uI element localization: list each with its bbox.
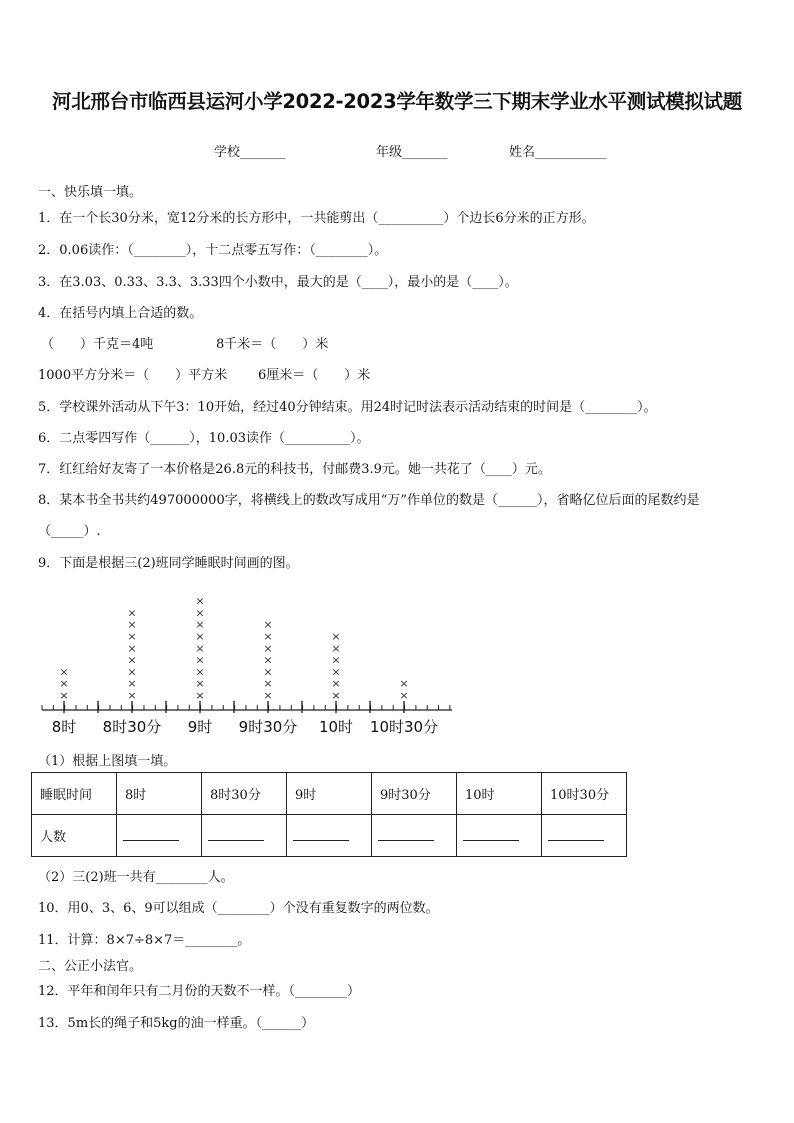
question-10: 10．用0、3、6、9可以组成（________）个没有重复数字的两位数。 [38, 901, 439, 916]
table-answer-cell[interactable] [117, 815, 202, 857]
table-header-cell: 8时30分 [202, 773, 287, 815]
dot-plot-mark: × [399, 677, 409, 691]
section-2-heading: 二、公正小法官。 [38, 959, 143, 974]
table-header-cell: 9时30分 [372, 773, 457, 815]
answer-blank [378, 826, 434, 841]
question-6: 6．二点零四写作（______），10.03读作（__________）。 [38, 431, 370, 446]
dot-plot-mark: × [127, 618, 137, 632]
page-title: 河北邢台市临西县运河小学2022-2023学年数学三下期末学业水平测试模拟试题 [52, 90, 742, 113]
table-row [32, 773, 627, 815]
question-4-item-1: （ ）千克＝4吨 [41, 337, 154, 352]
answer-blank [548, 826, 604, 841]
dot-plot-mark: × [59, 677, 69, 691]
question-4: 4．在括号内填上合适的数。 [38, 306, 203, 321]
dot-plot-mark: × [263, 630, 273, 643]
dot-plot-mark: × [331, 665, 341, 679]
question-8-continued: （_____）. [38, 524, 101, 539]
table-header-cell: 10时 [457, 773, 542, 815]
axis-tick-label: 8时30分 [102, 718, 162, 736]
table-answer-cell[interactable] [457, 815, 542, 857]
dot-plot-mark: × [127, 641, 137, 655]
answer-blank [293, 826, 349, 841]
table-answer-cell[interactable] [202, 815, 287, 857]
dot-plot-mark: × [195, 677, 205, 691]
school-field: 学校_______ [214, 145, 286, 160]
table-header-cell: 睡眠时间 [32, 773, 117, 815]
table-row-label: 人数 [32, 815, 117, 857]
dot-plot-mark: × [263, 689, 273, 702]
question-1: 1．在一个长30分米，宽12分米的长方形中，一共能剪出（__________）个边长6分米的正方形。 [38, 211, 595, 226]
answer-blank [123, 826, 179, 841]
dot-plot-mark: × [59, 665, 69, 679]
name-field: 姓名___________ [509, 145, 607, 160]
dot-plot-mark: × [195, 665, 205, 679]
table-answer-cell[interactable] [372, 815, 457, 857]
question-3: 3．在3.03、0.33、3.3、3.33四个小数中，最大的是（____），最小的是（____）。 [38, 275, 518, 290]
dot-plot-mark: × [263, 653, 273, 667]
table-header-cell: 10时30分 [542, 773, 627, 815]
section-1-heading: 一、快乐填一填。 [38, 185, 143, 200]
sleep-time-dot-plot [0, 578, 794, 738]
dot-plot-mark: × [263, 677, 273, 691]
dot-plot-mark: × [195, 641, 205, 655]
question-8: 8．某本书全书共约497000000字，将横线上的数改写成用“万”作单位的数是（______），省略亿位后面的尾数约是 [38, 493, 700, 508]
dot-plot-mark: × [195, 618, 205, 632]
question-9-part-2: （2）三(2)班一共有________人。 [38, 870, 234, 885]
question-9: 9．下面是根据三(2)班同学睡眠时间画的图。 [38, 556, 299, 571]
dot-plot-mark: × [127, 653, 137, 667]
question-7: 7．红红给好友寄了一本价格是26.8元的科技书，付邮费3.9元。她一共花了（____）元。 [38, 462, 551, 477]
dot-plot-mark: × [195, 594, 205, 608]
table-row [32, 815, 627, 857]
dot-plot-mark: × [127, 689, 137, 702]
table-answer-cell[interactable] [542, 815, 627, 857]
dot-plot-mark: × [59, 689, 69, 702]
axis-tick-label: 9时30分 [238, 718, 298, 736]
dot-plot-mark: × [127, 677, 137, 691]
dot-plot-mark: × [195, 653, 205, 667]
dot-plot-mark: × [195, 630, 205, 643]
grade-field: 年级_______ [376, 145, 448, 160]
question-9-part-1: （1）根据上图填一填。 [38, 754, 177, 769]
dot-plot-mark: × [331, 630, 341, 643]
axis-tick-label: 10时 [318, 718, 354, 736]
dot-plot-mark: × [127, 606, 137, 620]
dot-plot-mark: × [195, 606, 205, 620]
axis-tick-label: 9时 [187, 718, 213, 736]
question-11: 11．计算：8×7÷8×7＝________。 [38, 933, 251, 948]
question-13: 13．5m长的绳子和5kg的油一样重。（______） [38, 1016, 315, 1031]
sleep-time-table [31, 772, 627, 857]
question-4-item-3: 1000平方分米＝（ ）平方米 [38, 368, 228, 383]
dot-plot-mark: × [399, 689, 409, 702]
dot-plot-mark: × [263, 665, 273, 679]
dot-plot-mark: × [263, 618, 273, 632]
table-header-cell: 8时 [117, 773, 202, 815]
question-2: 2．0.06读作：（________），十二点零五写作：（________）。 [38, 243, 388, 258]
axis-tick-label: 10时30分 [369, 718, 439, 736]
axis-tick-label: 8时 [51, 718, 77, 736]
question-12: 12．平年和闰年只有二月份的天数不一样。（________） [38, 984, 361, 999]
question-4-item-2: 8千米＝（ ）米 [216, 337, 329, 352]
table-header-cell: 9时 [287, 773, 372, 815]
answer-blank [208, 826, 264, 841]
dot-plot-mark: × [195, 689, 205, 702]
question-5: 5．学校课外活动从下午3：10开始，经过40分钟结束。用24时记时法表示活动结束的时间是（________）。 [38, 400, 657, 415]
question-4-item-4: 6厘米＝（ ）米 [258, 368, 371, 383]
dot-plot-mark: × [127, 630, 137, 643]
dot-plot-mark: × [331, 677, 341, 691]
table-answer-cell[interactable] [287, 815, 372, 857]
dot-plot-mark: × [331, 653, 341, 667]
dot-plot-mark: × [127, 665, 137, 679]
dot-plot-mark: × [263, 641, 273, 655]
dot-plot-mark: × [331, 641, 341, 655]
dot-plot-mark: × [331, 689, 341, 702]
answer-blank [463, 826, 519, 841]
